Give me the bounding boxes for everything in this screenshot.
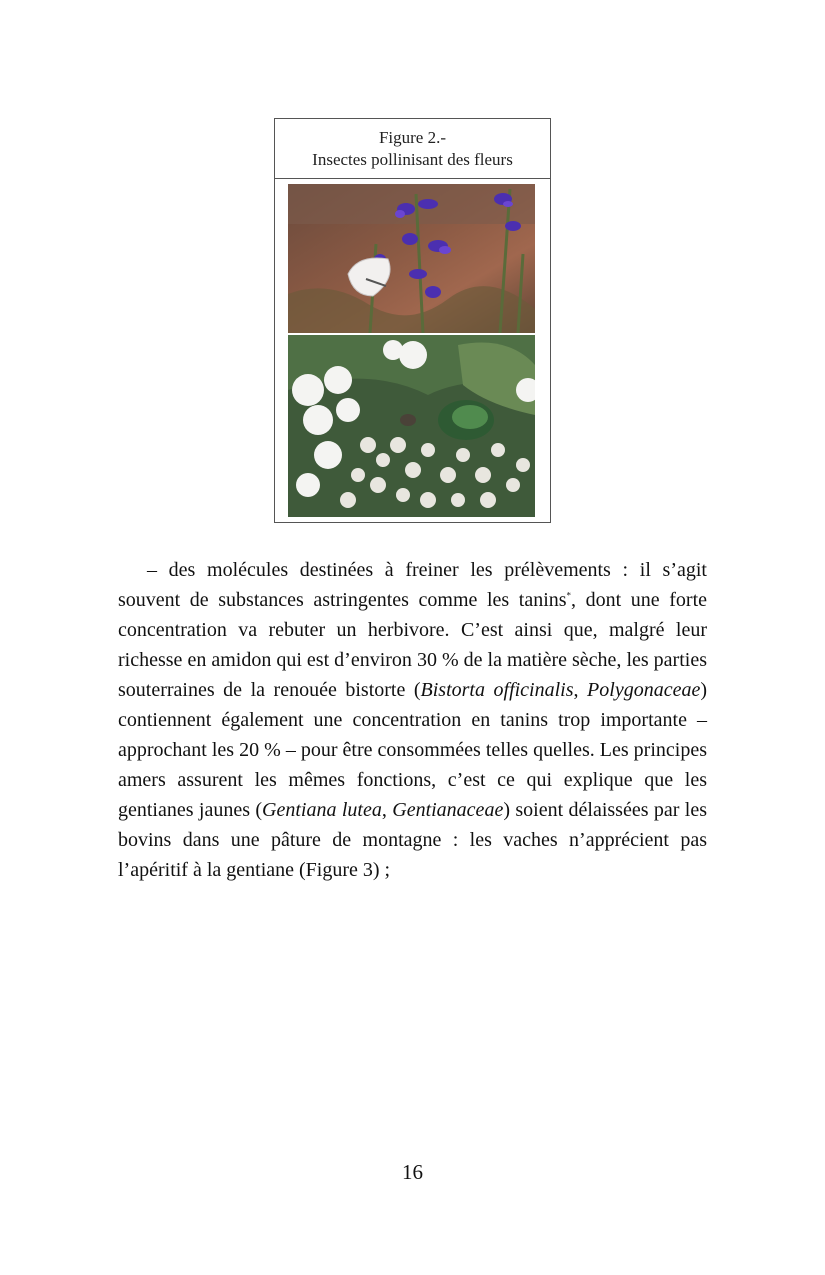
photo-beetle-on-white-flowers xyxy=(288,335,535,517)
species-name: Bistorta officinalis xyxy=(420,679,574,701)
figure-caption xyxy=(275,119,550,179)
text-run: , dont une forte concentration va rebuter un herbivore. C’est ainsi que, malgré leur richesse en amidon qui est d’environ 30 % de la matière sèche, les parties souterraines de la renouée bistorte ( xyxy=(118,589,708,701)
text-run: ) soient délaissées par les bovins dans une pâture de montagne : les vaches n’apprécient pas l’apéritif à la gentiane (Figure 3) ; xyxy=(118,799,708,881)
family-name: Gentianaceae xyxy=(392,799,504,821)
text-run: – des molécules destinées à freiner les prélèvements : il s’agit souvent de substances astringentes comme les tanins xyxy=(118,559,707,611)
figure-2 xyxy=(274,118,551,523)
glossary-footnote-marker: * xyxy=(566,590,572,601)
text-run: , xyxy=(381,799,393,821)
figure-caption-title: Insectes pollinisant des fleurs xyxy=(312,150,513,169)
page-number: 16 xyxy=(402,1160,423,1184)
body-paragraph xyxy=(118,555,707,885)
text-run: ) contiennent également une concentration en tanins trop importante – approchant les 20 % – pour être consommées telles quelles. Les principes amers assurent les mêmes fonctions, c’est ce qui explique que les gentianes jaunes ( xyxy=(118,679,707,821)
body-text xyxy=(118,555,707,885)
figure-caption-number: Figure 2.- xyxy=(378,128,447,147)
text-run: , xyxy=(573,679,588,701)
species-name: Gentiana lutea xyxy=(262,799,382,821)
photo-butterfly-on-sage xyxy=(288,184,535,333)
family-name: Polygonaceae xyxy=(587,679,701,701)
